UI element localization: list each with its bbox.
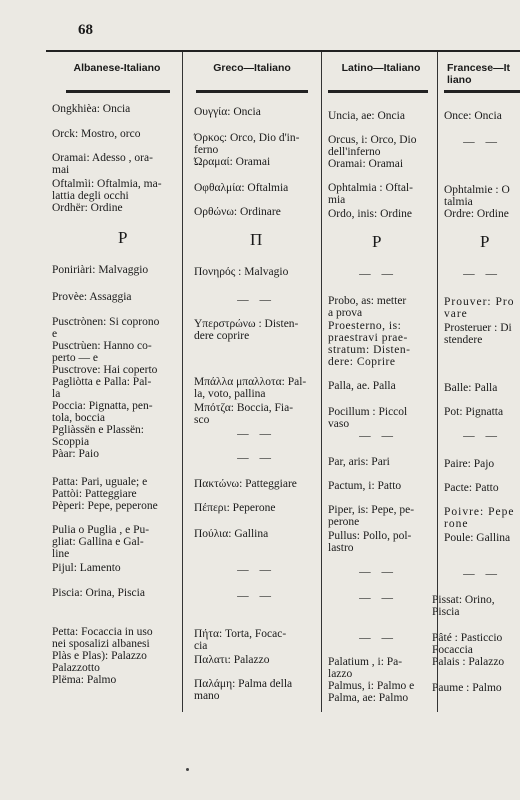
entry-francese: Ophtalmie : O talmia	[444, 184, 510, 208]
entry-francese: Prosteruer : Di stendere	[444, 322, 512, 346]
entry-francese: Pacte: Patto	[444, 482, 499, 494]
entry-albanese: Poniriàri: Malvaggio	[52, 264, 149, 276]
entry-francese-empty: — —	[463, 268, 501, 280]
entry-latino: Orcus, i: Orco, Dio dell'inferno	[328, 134, 417, 158]
entry-francese: Balle: Palla	[444, 382, 498, 394]
header-rule	[444, 90, 520, 93]
page-number: 68	[78, 22, 93, 38]
entry-francese: Once: Oncia	[444, 110, 502, 122]
entry-greco: Υπερστρώνω : Disten- dere coprire	[194, 318, 299, 342]
entry-francese: Prouver: Pro vare	[444, 296, 515, 320]
entry-albanese: Plàs e Plas): Palazzo Palazzotto	[52, 650, 147, 674]
entry-francese-empty: — —	[463, 136, 501, 148]
entry-greco: Ώραμαί: Oramai	[194, 156, 271, 168]
section-letter: Π	[250, 230, 263, 249]
entry-latino: Palla, ae. Palla	[328, 380, 396, 392]
entry-greco-empty: — —	[237, 428, 275, 440]
entry-greco: Οφθαλμία: Oftalmia	[194, 182, 289, 194]
header-rule	[66, 90, 170, 93]
entry-francese: Poivre: Pepe rone	[444, 506, 515, 530]
entry-latino: Palmus, i: Palmo e Palma, ae: Palmo	[328, 680, 415, 704]
top-rule	[46, 50, 520, 52]
entry-latino: Ophtalmia : Oftal- mia	[328, 182, 413, 206]
entry-albanese: Ordhër: Ordine	[52, 202, 123, 214]
entry-francese: Pâté : Pasticcio Focaccia	[432, 632, 503, 656]
entry-albanese: Pusctrùen: Hanno co- perto — e	[52, 340, 152, 364]
entry-francese: Pissat: Orino, Piscia	[432, 594, 495, 618]
entry-latino: Pullus: Pollo, pol- lastro	[328, 530, 412, 554]
entry-francese: Paume : Palmo	[432, 682, 502, 694]
entry-albanese: Oramai: Adesso , ora- mai	[52, 152, 153, 176]
entry-albanese: Orck: Mostro, orco	[52, 128, 141, 140]
entry-francese: Pot: Pignatta	[444, 406, 504, 418]
entry-albanese: Petta: Focaccia in uso nei sposalizi albanesi	[52, 626, 153, 650]
header-rule	[328, 90, 428, 93]
entry-albanese: Plëma: Palmo	[52, 674, 117, 686]
entry-greco: Ορθώνω: Ordinare	[194, 206, 281, 218]
entry-francese-empty: — —	[463, 568, 501, 580]
entry-greco: Πούλια: Gallina	[194, 528, 269, 540]
entry-latino-empty: — —	[359, 592, 397, 604]
entry-latino: Pactum, i: Patto	[328, 480, 402, 492]
entry-albanese: Pijul: Lamento	[52, 562, 121, 574]
entry-greco: Ουγγία: Oncia	[194, 106, 261, 118]
ink-spot	[186, 768, 189, 771]
entry-latino: Ordo, inis: Ordine	[328, 208, 413, 220]
entry-greco: Παλάμη: Palma della mano	[194, 678, 293, 702]
entry-greco-empty: — —	[237, 564, 275, 576]
section-letter: P	[118, 228, 128, 247]
column-divider	[182, 52, 183, 712]
entry-greco: Όρκος: Orco, Dio d'in- ferno	[194, 132, 300, 156]
entry-greco: Μπάλλα μπαλλοτα: Pal- la, voto, pallina	[194, 376, 307, 400]
entry-latino: Uncia, ae: Oncia	[328, 110, 405, 122]
entry-albanese: Poccia: Pignatta, pen- tola, boccia	[52, 400, 153, 424]
entry-albanese: Pagliòtta e Palla: Pal- la	[52, 376, 152, 400]
entry-latino: Pocillum : Piccol vaso	[328, 406, 408, 430]
header-albanese: Albanese-Italiano	[73, 62, 161, 74]
entry-latino-empty: — —	[359, 566, 397, 578]
entry-latino: Oramai: Oramai	[328, 158, 404, 170]
entry-albanese: Pusctrove: Hai coperto	[52, 364, 158, 376]
entry-latino-empty: — —	[359, 430, 397, 442]
header-latino: Latino—Italiano	[341, 62, 421, 74]
column-divider	[321, 52, 322, 712]
entry-latino-empty: — —	[359, 632, 397, 644]
entry-greco: Πήτα: Torta, Focac- cia	[194, 628, 287, 652]
header-greco: Greco—Italiano	[213, 62, 291, 74]
entry-albanese: Pusctrònen: Si coprono e	[52, 316, 160, 340]
entry-francese: Palais : Palazzo	[432, 656, 505, 668]
entry-francese: Paire: Pajo	[444, 458, 495, 470]
entry-latino: Piper, is: Pepe, pe- perone	[328, 504, 415, 528]
entry-greco-empty: — —	[237, 452, 275, 464]
header-francese: Francese—It liano	[447, 62, 511, 86]
entry-greco: Πακτώνω: Patteggiare	[194, 478, 297, 490]
entry-francese: Poule: Gallina	[444, 532, 511, 544]
entry-latino-empty: — —	[359, 268, 397, 280]
entry-greco-empty: — —	[237, 590, 275, 602]
entry-latino: Par, aris: Pari	[328, 456, 390, 468]
entry-albanese: Ongkhièa: Oncia	[52, 103, 131, 115]
entry-albanese: Pulia o Puglia , e Pu- gliat: Gallina e Gal- line	[52, 524, 150, 560]
entry-greco: Μπότζα: Boccia, Fia- sco	[194, 402, 294, 426]
entry-latino: Probo, as: metter a prova	[328, 295, 407, 319]
entry-albanese: Pèperi: Pepe, peperone	[52, 500, 158, 512]
entry-greco: Πονηρός : Malvagio	[194, 266, 289, 278]
entry-albanese: Pàar: Paio	[52, 448, 99, 460]
section-letter: P	[372, 232, 382, 251]
entry-francese-empty: — —	[463, 430, 501, 442]
entry-latino: Proesterno, is: praestravi prae- stratum: Disten- dere: Coprire	[328, 320, 411, 368]
entry-albanese: Pgliàssën e Plassën: Scoppia	[52, 424, 144, 448]
entry-francese: Ordre: Ordine	[444, 208, 509, 220]
entry-albanese: Patta: Pari, uguale; e Pattòi: Patteggiare	[52, 476, 148, 500]
entry-albanese: Oftalmìi: Oftalmia, ma- lattia degli occhi	[52, 178, 162, 202]
entry-greco-empty: — —	[237, 294, 275, 306]
entry-albanese: Provèe: Assaggia	[52, 291, 132, 303]
header-rule	[196, 90, 308, 93]
entry-latino: Palatium , i: Pa- lazzo	[328, 656, 403, 680]
entry-albanese: Piscia: Orina, Piscia	[52, 587, 145, 599]
section-letter: P	[480, 232, 490, 251]
entry-greco: Παλατι: Palazzo	[194, 654, 270, 666]
entry-greco: Πέπερι: Peperone	[194, 502, 276, 514]
